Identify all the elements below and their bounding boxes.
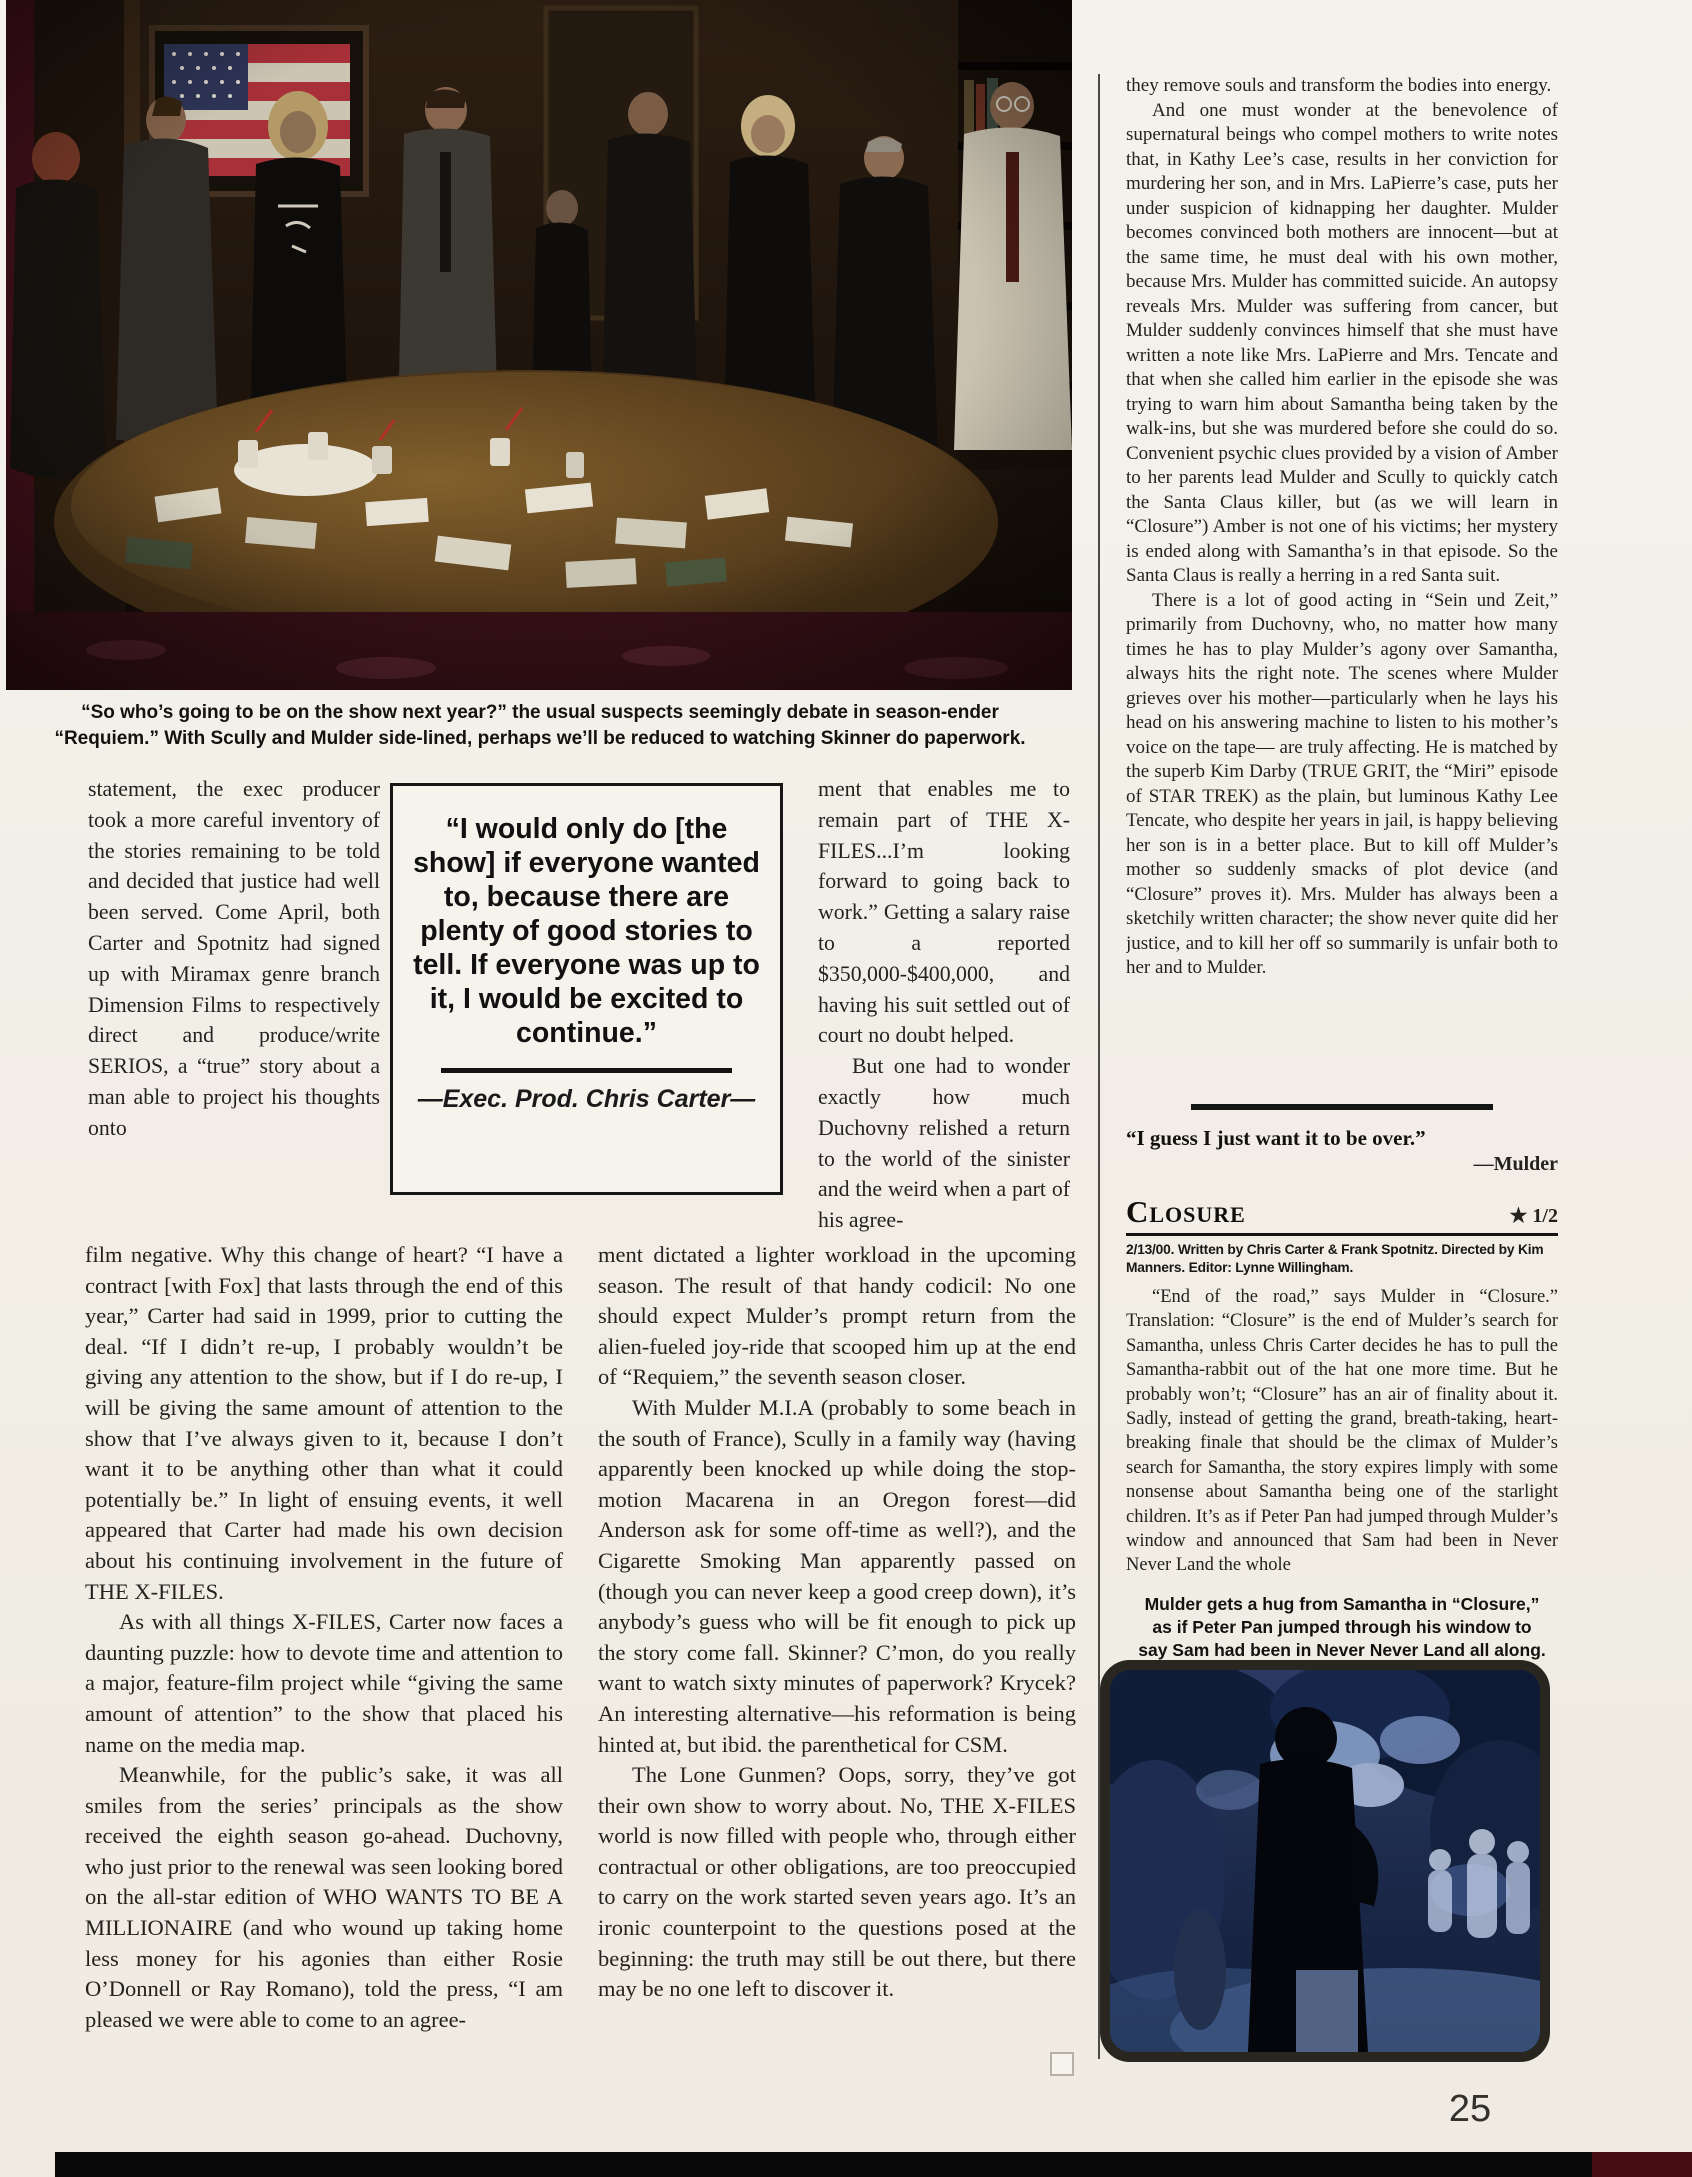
pull-quote-text: “I would only do [the show] if everyone wanted to, because there are plenty of good stories to tell. If everyone was up to it, I would be excited to continue.”: [413, 813, 760, 1049]
closure-photo-caption: [1126, 1593, 1558, 1662]
paragraph: ment dictated a lighter workload in the upcoming season. The result of that handy codicil: No one should expect Mulder’s prompt return from the alien-fueled joy-ride that scooped him up at the end of “Requiem,” the seventh season closer.: [598, 1242, 1076, 1390]
closure-review-header: [1126, 1194, 1558, 1236]
paragraph: film negative. Why this change of heart? “I have a contract [with Fox] that lasts through the end of this year,” Carter had said in 1999, prior to cutting the deal. “If I didn’t re-up, I probably wouldn’t be giving any attention to the show, but if I do re-up, I will be giving the same amount of attention to the show that I’ve always given to it, because I don’t want it to be anything other than what it could potentially be.” In light of ensuing events, it well appeared that Carter had made his own decision about his continuing involvement in the future of THE X-FILES.: [85, 1242, 563, 1604]
closure-credits: 2/13/00. Written by Chris Carter & Frank Spotnitz. Directed by Kim Manners. Editor: Lynne Willingham.: [1126, 1242, 1544, 1275]
closure-star-rating: ★ 1/2: [1509, 1205, 1558, 1227]
mulder-quote: “I guess I just want it to be over.”: [1126, 1126, 1426, 1150]
article-col2-narrow-text: [818, 774, 1070, 1242]
paragraph: There is a lot of good acting in “Sein und Zeit,” primarily from Duchovny, who, no matter how many times he has to play Mulder’s agony over Samantha, always hits the right note. The scenes where Mulder grieves over his mother—particularly when he lays his head on his answering machine to listen to his mother’s voice on the tape— are truly affecting. He is matched by the superb Kim Darby (TRUE GRIT, the “Miri” episode of STAR TREK) as the plain, but luminous Kathy Lee Tencate, who despite her years in jail, is happy believing her son is in a better place. But to kill off Mulder’s mother so suddenly smacks of plot device (and “Closure” proves it). Mrs. Mulder has always been a sketchily written character; the show never quite did her justice, and to kill her off so summarily is unfair both to her and to Mulder.: [1126, 589, 1558, 978]
closure-review-section: [1126, 1104, 1558, 1662]
article-col1-text: [85, 1240, 563, 2082]
requiem-photo-art: [6, 0, 1072, 690]
page-bottom-edge-red: [1592, 2152, 1692, 2177]
closure-photo: [1100, 1660, 1550, 2062]
paragraph: ment that enables me to remain part of THE X-FILES...I’m looking forward to going back to work.” Getting a salary raise to a reported $350,000-$400,000, and having his suit settled out of court no doubt helped.: [818, 777, 1070, 1048]
paragraph: they remove souls and transform the bodies into energy.: [1126, 75, 1552, 96]
paragraph: As with all things X-FILES, Carter now faces a daunting puzzle: how to devote time and attention to a major, feature-film project while “giving the same amount of attention” to the show that placed his name on the media map.: [85, 1609, 563, 1757]
review-divider-rule: [1191, 1104, 1493, 1110]
sein-und-zeit-review-text: [1126, 74, 1558, 1100]
paragraph: And one must wonder at the benevolence of supernatural beings who compel mothers to write notes that, in Kathy Lee’s case, results in her conviction for murdering her son, and in Mrs. LaPierre’s case, puts her under suspicion of kidnapping her daughter. Mulder becomes convinced both mothers are innocent—but at the same time, he must deal with his own mother, because Mrs. Mulder has committed suicide. An autopsy reveals Mrs. Mulder was suffering from cancer, but Mulder suddenly convinces himself that she must have written a note like Mrs. LaPierre and Mrs. Tencate and that when she called him earlier in the episode she was trying to warn him about Samantha being taken by the walk-ins, but she was murdered before she could do so. Convenient psychic clues provided by a vision of Amber to her parents lead Mulder and Scully to quickly catch the Santa Claus killer, but (as we will learn in “Closure”) Amber is not one of his victims; her mystery is ended along with Samantha’s in that episode. So the Santa Claus is really a herring in a red Santa suit.: [1126, 99, 1558, 586]
paragraph: But one had to wonder exactly how much Duchovny relished a return to the world of the sinister and the weird when a part of his agree-: [818, 1054, 1070, 1233]
pull-quote-divider: [441, 1068, 732, 1073]
closure-title: Closure: [1126, 1194, 1246, 1229]
paragraph: With Mulder M.I.A (probably to some beach in the south of France), Scully in a family way (having apparently been knocked up while doing the stop-motion Macarena in an Oregon forest—did Anderson ask for some off-time as well?), and the Cigarette Smoking Man apparently passed on (though you can never keep a good creep down), it’s anybody’s guess who will be fit enough to pick up the story come fall. Skinner? C’mon, do you really want to watch sixty minutes of paperwork? Krycek? An interesting alternative—his reformation is being hinted at, but ibid. the parenthetical for CSM.: [598, 1394, 1076, 1757]
mulder-quote-attribution: —Mulder: [1473, 1153, 1558, 1175]
paragraph: Mulder gets a hug from Samantha in “Closure,”: [1144, 1593, 1540, 1614]
paragraph: Meanwhile, for the public’s sake, it was all smiles from the series’ principals as the show received the eighth season go-ahead. Duchovny, who just prior to the renewal was seen looking bored on the all-star edition of WHO WANTS TO BE A MILLIONAIRE (and who wound up taking home less money for his agonies than either Rosie O’Donnell or Ray Romano), told the press, “I am pleased we were able to come to an agree-: [85, 1762, 563, 2032]
article-col1-narrow-text: statement, the exec producer took a more careful inventory of the stories remaining to be told and decided that justice had well been served. Come April, both Carter and Spotnitz had signed up with Miramax genre branch Dimension Films to respectively direct and produce/write SERIOS, a “true” story about a man able to project his thoughts onto: [88, 777, 380, 1140]
paragraph: say Sam had been in Never Never Land all along.: [1138, 1639, 1546, 1660]
requiem-conference-photo: [6, 0, 1072, 690]
closure-photo-art: [1110, 1670, 1540, 2052]
closure-review-text: [1126, 1285, 1558, 1578]
paragraph: as if Peter Pan jumped through his window to: [1152, 1616, 1532, 1637]
paragraph: “End of the road,” says Mulder in “Closure.” Translation: “Closure” is the end of Mulder’s search for Samantha, unless Chris Carter decides he has to pull the Samantha-rabbit out of the hat one more time. But he probably won’t; “Closure” has an air of finality about it. Sadly, instead of getting the grand, breath-taking, heart-breaking finale that should be the climax of Mulder’s search for Samantha, the story expires limply with some nonsense about Samantha being one of the starlight children. It’s as if Peter Pan had jumped through Mulder’s window and announced that Sam had been in Never Never Land the whole: [1126, 1287, 1558, 1576]
end-of-article-mark: [1050, 2052, 1074, 2076]
requiem-photo-caption: [40, 700, 1040, 752]
paragraph: The Lone Gunmen? Oops, sorry, they’ve got their own show to worry about. No, THE X-FILES world is now filled with people who, through either contractual or other obligations, are too preoccupied to carry on the work started seven years ago. It’s an ironic counterpoint to the questions posed at the beginning: the truth may still be out there, but there may be no one left to discover it.: [598, 1762, 1076, 2002]
paragraph: “So who’s going to be on the show next year?” the usual suspects seemingly debate in season-ender: [81, 702, 999, 723]
pull-quote-box: [390, 783, 783, 1195]
paragraph: “Requiem.” With Scully and Mulder side-lined, perhaps we’ll be reduced to watching Skinner do paperwork.: [54, 728, 1026, 749]
page-bottom-edge: [55, 2152, 1692, 2177]
article-col2-text: [598, 1240, 1076, 2082]
page-number: 25: [1448, 2088, 1492, 2130]
pull-quote-attribution: —Exec. Prod. Chris Carter—: [417, 1085, 756, 1113]
